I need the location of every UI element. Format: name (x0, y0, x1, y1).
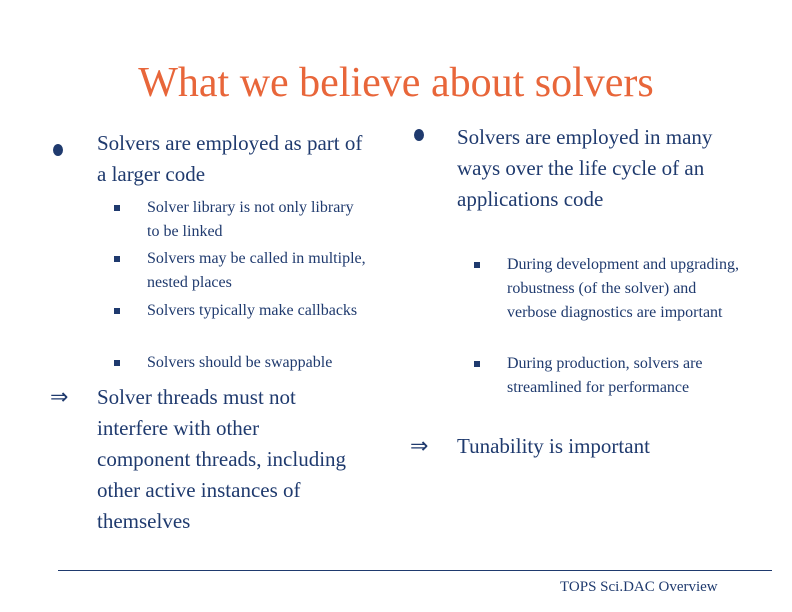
left-main-bullet: Solvers are employed as part of a larger code (97, 131, 363, 186)
left-sub-bullet-marker-4 (114, 360, 120, 366)
left-sub-bullet-3: Solvers typically make callbacks (147, 302, 358, 319)
right-sub-bullet-marker-2 (474, 361, 480, 367)
left-sub-bullet-2: Solvers may be called in multiple, nested places (147, 250, 366, 291)
right-main-bullet-dot (414, 129, 424, 141)
footer-text: TOPS Sci.DAC Overview (560, 579, 718, 595)
right-sub-bullet-marker-1 (474, 262, 480, 268)
left-sub-bullet-marker-3 (114, 308, 120, 314)
right-implication: Tunability is important (457, 434, 650, 458)
right-implies-arrow: ⇒ (410, 434, 429, 459)
left-sub-bullet-1: Solver library is not only library to be linked (147, 199, 354, 240)
right-sub-bullet-1: During development and upgrading, robustness (of the solver) and verbose diagnostics are important (507, 256, 739, 321)
slide-title: What we believe about solvers (138, 60, 654, 106)
left-sub-bullet-marker-2 (114, 256, 120, 262)
left-main-bullet-dot (53, 144, 63, 156)
left-sub-bullet-4: Solvers should be swappable (147, 354, 333, 371)
right-sub-bullet-2: During production, solvers are streamlined for performance (507, 355, 703, 396)
left-implication: Solver threads must not interfere with other component threads, including other active instances of themselves (97, 385, 347, 533)
left-sub-bullet-marker-1 (114, 205, 120, 211)
footer-divider (58, 570, 772, 571)
right-main-bullet: Solvers are employed in many ways over the life cycle of an applications code (457, 125, 713, 211)
left-implies-arrow: ⇒ (50, 385, 69, 410)
